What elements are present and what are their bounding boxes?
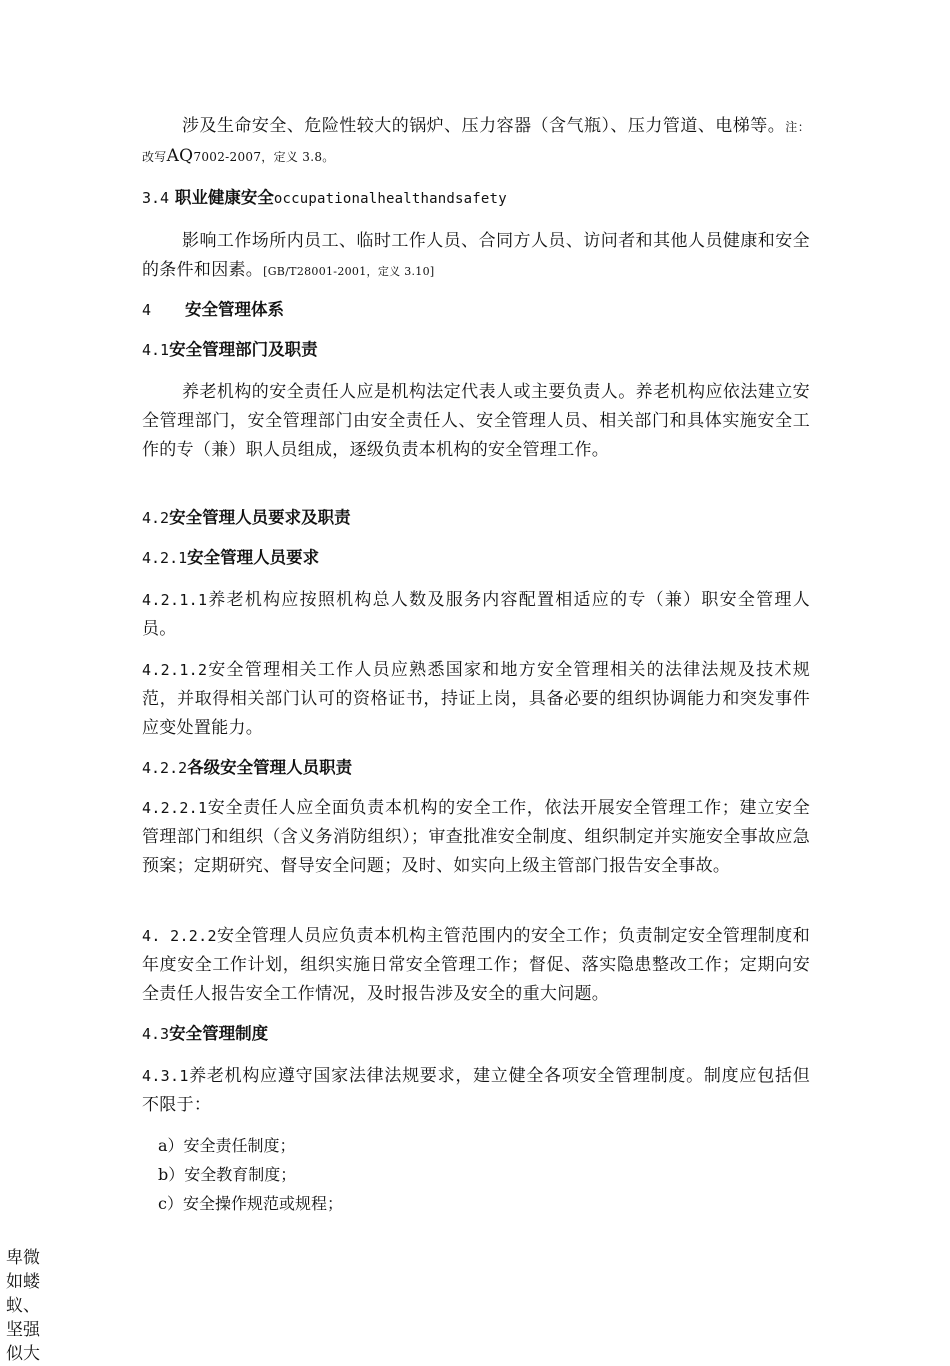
paragraph-4-2-2-1: 4.2.2.1安全责任人应全面负责本机构的安全工作，依法开展安全管理工作；建立安全管理部门和组织（含义务消防组织）；审查批准安全制度、组织制定并实施安全事故应急预案；定期研究、督导安全问题；及时、如实向上级主管部门报告安全事故。 [142, 798, 810, 876]
paragraph-4-2-1-2: 4.2.1.2安全管理相关工作人员应熟悉国家和地方安全管理相关的法律法规及技术规范，并取得相关部门认可的资格证书，持证上岗，具备必要的组织协调能力和突发事件应变处置能力。 [142, 660, 810, 738]
paragraph-4-2-2-2: 4. 2.2.2安全管理人员应负责本机构主管范围内的安全工作；负责制定安全管理制度和年度安全工作计划，组织实施日常安全管理工作；督促、落实隐患整改工作；定期向安全责任人报告安全工作情况，及时报告涉及安全的重大问题。 [142, 926, 810, 1004]
paragraph-definition-special-equipment: 涉及生命安全、危险性较大的锅炉、压力容器（含气瓶）、压力管道、电梯等。注：改写AQ7002-2007，定义 3.8。 [142, 116, 810, 166]
heading-4-2-2: 4.2.2各级安全管理人员职责 [142, 758, 353, 777]
heading-4-3: 4.3安全管理制度 [142, 1024, 269, 1043]
list-item: b）安全教育制度； [158, 1165, 297, 1184]
heading-4-2: 4.2安全管理人员要求及职责 [142, 508, 351, 527]
heading-3-4: 3.4 职业健康安全occupationalhealthandsafety [142, 188, 507, 207]
list-item: c）安全操作规范或规程； [158, 1194, 343, 1213]
heading-4-1: 4.1安全管理部门及职责 [142, 340, 318, 359]
margin-side-text: 卑微如蝼蚁、坚强似大 [6, 1248, 40, 1364]
paragraph-4-3-1: 4.3.1养老机构应遵守国家法律法规要求，建立健全各项安全管理制度。制度应包括但不限于： [142, 1066, 810, 1115]
heading-4-2-1: 4.2.1安全管理人员要求 [142, 548, 320, 567]
paragraph-ohs-definition: 影响工作场所内员工、临时工作人员、合同方人员、访问者和其他人员健康和安全的条件和因素。[GB/T28001-2001，定义 3.10] [142, 231, 810, 280]
list-item: a）安全责任制度； [158, 1136, 296, 1155]
heading-4: 4 安全管理体系 [142, 300, 285, 319]
paragraph-4-1-body: 养老机构的安全责任人应是机构法定代表人或主要负责人。养老机构应依法建立安全管理部门，安全管理部门由安全责任人、安全管理人员、相关部门和具体实施安全工作的专（兼）职人员组成，逐级负责本机构的安全管理工作。 [142, 382, 810, 460]
paragraph-4-2-1-1: 4.2.1.1养老机构应按照机构总人数及服务内容配置相适应的专（兼）职安全管理人员。 [142, 590, 810, 639]
